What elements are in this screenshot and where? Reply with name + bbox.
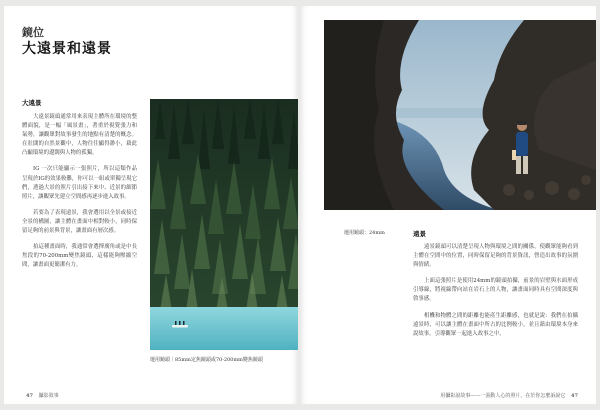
page-number: 47 xyxy=(26,393,33,399)
footer-text: 用攝影說故事——一張動人心的照片，在於你怎麼訴說它 xyxy=(440,393,566,399)
page-footer xyxy=(22,392,59,399)
page-footer xyxy=(440,392,582,399)
photo-caption: 運用鏡頭｜85mm定焦鏡頭或70-200mm變焦鏡頭 xyxy=(150,357,263,363)
rock-gorge-photo xyxy=(324,20,596,210)
section-heading-extreme-wide: 大遠景 xyxy=(22,99,42,107)
footer-text: 攝影敘事 xyxy=(38,393,59,399)
right-text-column xyxy=(413,229,578,346)
paragraph: 上面這張照片是使用24mm的鏡頭拍攝，前景的岩壁與水面形成引導線，將視線帶向站在岩石上的人物，讓畫面同時具有空間深度與敘事感。 xyxy=(413,278,578,303)
rock-gorge-image xyxy=(324,20,596,210)
paragraph: 相機和物體之間的距離也能產生距離感，也就是說：我們在拍攝遠景時，可以讓主體在畫面中所占的比例較小，並且藉由環境本身來說故事，引導觀眾一起進入故事之中。 xyxy=(413,312,578,337)
left-text-column xyxy=(22,98,137,277)
forest-lake-photo xyxy=(150,99,298,350)
section-heading-wide: 遠景 xyxy=(413,230,426,238)
photo-caption: 運用鏡頭：24mm xyxy=(344,230,385,236)
chapter-kicker: 鏡位 xyxy=(22,26,44,39)
paragraph: 大遠景鏡頭通常用來表現主體所在環境的整體面貌，是一幅「風景畫」，著重於視覺張力和氣勢，讓觀眾對故事發生的地點有清楚的概念。在壯闊的自然景觀中，人物往往顯得渺小，藉此凸顯環境的遼闊與人物的孤獨。 xyxy=(22,114,137,157)
paragraph: 拍這種畫面時，我通常會選擇廣角或是中長焦段的70-200mm變焦鏡頭，這樣能夠壓縮空間，讓畫面更簡潔有力。 xyxy=(22,244,137,269)
page-title: 大遠景和遠景 xyxy=(22,41,112,57)
paragraph: 若要為了表現遠景，我會選用以全景或接近全景的構圖，讓主體在畫面中相對較小，同時保留足夠的前景與背景，讓畫面有層次感。 xyxy=(22,209,137,235)
body-text xyxy=(22,113,137,270)
left-page xyxy=(4,6,298,404)
body-text xyxy=(413,243,578,339)
forest-lake-image xyxy=(150,99,298,350)
page-number: 47 xyxy=(571,393,578,399)
paragraph: IG 一次只能顯示一張照片，所以這類作品呈現於IG的效果較難，你可以一組或單獨呈現它們，透過大景的照片引出接下來中、近景的細節照片，讓觀眾先建立空間感再逐步進入故事。 xyxy=(22,166,137,200)
paragraph: 遠景鏡頭可以清楚呈現人物與環境之間的關係，使觀眾能夠看到主體在空間中的位置，同時保留足夠的背景資訊，營造出故事的氛圍與情緒。 xyxy=(413,244,578,269)
right-page xyxy=(300,6,596,404)
